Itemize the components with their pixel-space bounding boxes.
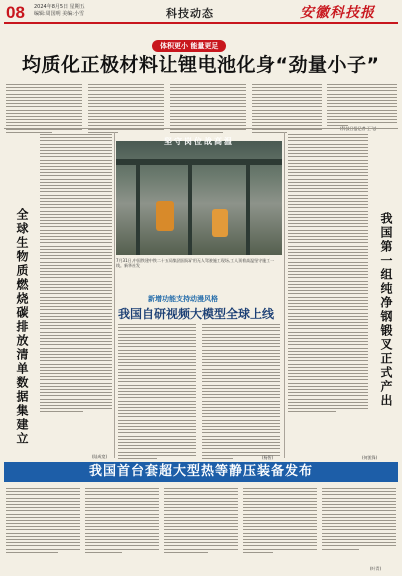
page-number: 08 — [6, 3, 25, 22]
right-story-headline: 我国第一组纯净钢锻叉正式产出 — [379, 212, 393, 408]
right-story-byline: (何凯锋) — [362, 455, 378, 460]
lead-column-5 — [327, 84, 397, 129]
left-story-byline: (陆成宽) — [92, 454, 108, 459]
photo-column — [246, 165, 250, 255]
bottom-column-4 — [243, 488, 317, 555]
photo-worker — [156, 201, 174, 231]
bottom-story-headline: 我国首台套超大型热等静压装备发布 — [88, 464, 313, 479]
left-story-column-a — [40, 134, 112, 415]
header-rule — [4, 22, 398, 24]
news-photo — [116, 141, 282, 255]
issue-editors: 编辑:周国明 美编:小雪 — [34, 10, 84, 17]
lead-headline: 均质化正极材料让锂电池化身“劲量小子” — [22, 54, 380, 76]
issue-date: 2024年8月5日 星期五 — [34, 4, 85, 10]
left-story-headline: 全球生物质燃烧碳排放清单数据集建立 — [15, 208, 29, 446]
lead-kicker: 体积更小 能量更足 — [152, 40, 226, 52]
bottom-column-2 — [85, 488, 159, 555]
bottom-column-1 — [6, 488, 80, 555]
photo-caption: 7月31日,中国铁建中铁二十五局集团国际矿用无人驾驶施工现场,工人顶着高温坚守施工一线。新华社发 — [116, 258, 275, 269]
center-byline: (杨智) — [262, 455, 274, 460]
photo-overlay-title: 坚守岗位战高温 — [164, 137, 234, 146]
center-column-1 — [118, 324, 196, 461]
center-column-2 — [202, 324, 280, 461]
photo-worker — [212, 209, 228, 237]
bottom-story-banner — [4, 462, 398, 482]
lead-byline — [340, 126, 376, 132]
bottom-column-5 — [322, 488, 396, 552]
bottom-story-byline: (叶青) — [370, 566, 382, 571]
center-kicker: 新增功能支持动漫风格 — [148, 295, 218, 303]
right-column-rule — [284, 132, 285, 458]
right-story-column — [288, 134, 368, 415]
left-column-rule — [114, 132, 115, 458]
photo-beam — [116, 159, 282, 165]
issue-meta — [34, 4, 85, 17]
photo-column — [188, 165, 192, 255]
photo-column — [136, 165, 140, 255]
newspaper-logo: 安徽科技报 — [300, 5, 375, 21]
center-headline: 我国自研视频大模型全球上线 — [118, 307, 275, 321]
bottom-column-3 — [164, 488, 238, 555]
section-title: 科技动态 — [166, 7, 214, 20]
lead-divider — [4, 128, 398, 129]
